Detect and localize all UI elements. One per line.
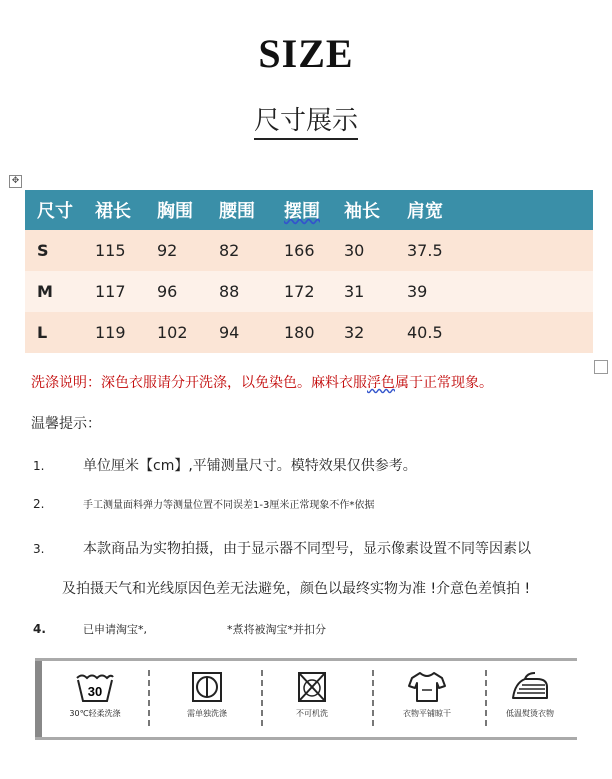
size-cell: M — [25, 271, 95, 312]
table-cell: 166 — [284, 230, 344, 271]
table-row — [25, 230, 593, 271]
size-cell: S — [25, 230, 95, 271]
no-machine-wash-icon — [291, 670, 333, 704]
wash-note-text: 洗涤说明：深色衣服请分开洗涤，以免染色。麻料衣服 — [31, 375, 367, 391]
care-item — [262, 670, 362, 719]
table-header-cell: 裙长 — [95, 190, 157, 230]
table-cell: 94 — [219, 312, 284, 353]
table-header-cell: 肩宽 — [407, 190, 593, 230]
table-row — [25, 271, 593, 312]
wash-note-highlight: 浮色 — [367, 375, 395, 391]
wash-temperature: 30 — [87, 684, 103, 699]
wash-note — [31, 372, 493, 392]
tips-title: 温馨提示： — [31, 416, 101, 432]
care-label: 需单独洗涤 — [187, 709, 227, 718]
table-cell: 30 — [344, 230, 407, 271]
table-header-cell: 袖长 — [344, 190, 407, 230]
wash-separately-icon — [186, 670, 228, 704]
tip-number: 1. — [33, 459, 45, 473]
table-cell: 117 — [95, 271, 157, 312]
care-item — [377, 670, 477, 719]
page-title-cn — [0, 100, 612, 137]
table-header-cell: 腰围 — [219, 190, 284, 230]
table-cell: 37.5 — [407, 230, 593, 271]
tip-item — [33, 621, 326, 637]
low-iron-icon — [507, 670, 553, 704]
tip-text: 单位厘米【cm】,平铺测量尺寸。模特效果仅供参考。 — [83, 458, 417, 474]
size-cell: L — [25, 312, 95, 353]
table-cell: 92 — [157, 230, 219, 271]
tip-number: 4. — [33, 622, 46, 636]
care-item — [45, 670, 145, 719]
tip-text-2: *煮将被淘宝*并扣分 — [227, 623, 326, 636]
table-header-text: 摆围 — [284, 201, 320, 222]
table-cell: 82 — [219, 230, 284, 271]
page-title-cn-text: 尺寸展示 — [254, 106, 358, 140]
tip-item — [33, 538, 531, 558]
care-label: 不可机洗 — [296, 709, 328, 718]
care-separator — [148, 670, 150, 726]
table-header-cell — [284, 190, 344, 230]
table-resize-handle-icon[interactable] — [594, 360, 608, 374]
care-left-bar — [35, 658, 42, 740]
tip-text: 手工测量面料弹力等测量位置不同误差1-3厘米正常现象不作*依据 — [83, 500, 375, 511]
table-header-cell: 尺寸 — [25, 190, 95, 230]
wash-tub-icon — [74, 670, 116, 704]
care-bottom-line — [35, 737, 577, 740]
table-cell: 172 — [284, 271, 344, 312]
table-cell: 32 — [344, 312, 407, 353]
care-label: 衣物平铺晾干 — [403, 709, 451, 718]
page-title-en: SIZE — [258, 31, 354, 76]
table-cell: 96 — [157, 271, 219, 312]
care-instructions — [35, 658, 577, 740]
table-cell: 40.5 — [407, 312, 593, 353]
table-cell: 39 — [407, 271, 593, 312]
table-move-handle-icon[interactable]: ✥ — [9, 175, 22, 188]
tip-item — [33, 496, 374, 511]
care-item — [480, 670, 580, 719]
care-label: 30℃轻柔洗涤 — [69, 709, 121, 718]
table-cell: 31 — [344, 271, 407, 312]
table-row — [25, 312, 593, 353]
care-top-line — [35, 658, 577, 661]
tip-item — [33, 455, 417, 475]
tip-text: 已申请淘宝*, — [83, 623, 147, 636]
size-table — [25, 190, 593, 353]
table-cell: 180 — [284, 312, 344, 353]
care-separator — [372, 670, 374, 726]
care-item — [157, 670, 257, 719]
table-cell: 88 — [219, 271, 284, 312]
flat-dry-icon — [406, 670, 448, 704]
table-header-row — [25, 190, 593, 230]
table-header-cell: 胸围 — [157, 190, 219, 230]
table-cell: 119 — [95, 312, 157, 353]
wash-note-text-end: 属于正常现象。 — [395, 375, 493, 391]
tip-number: 2. — [33, 497, 45, 511]
tip-number: 3. — [33, 542, 45, 556]
table-cell: 115 — [95, 230, 157, 271]
table-cell: 102 — [157, 312, 219, 353]
tip-text-continued: 及拍摄天气和光线原因色差无法避免，颜色以最终实物为准 !介意色差慎拍 ! — [62, 581, 531, 597]
care-label: 低温熨烫衣物 — [506, 709, 554, 718]
tip-text: 本款商品为实物拍摄，由于显示器不同型号，显示像素设置不同等因素以 — [83, 541, 531, 557]
